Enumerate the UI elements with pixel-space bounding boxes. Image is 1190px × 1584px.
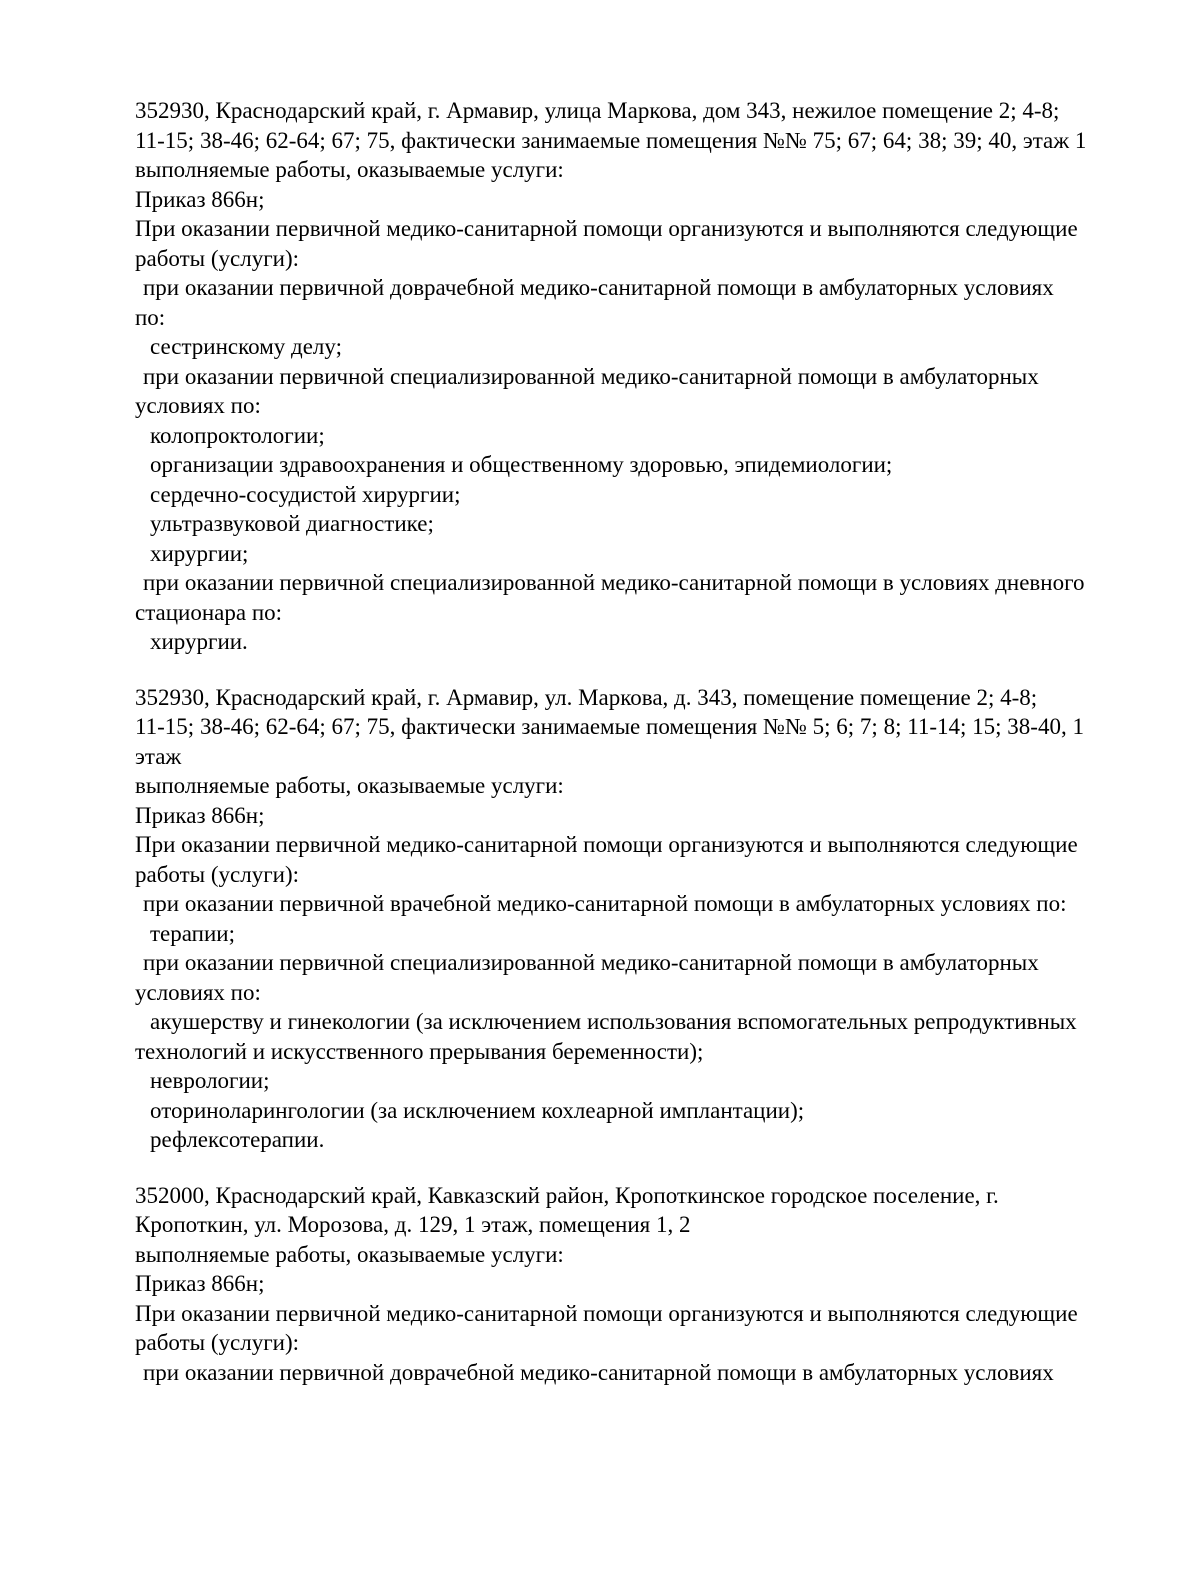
text-line: сердечно-сосудистой хирургии; [150, 481, 461, 507]
text-line: колопроктологии; [150, 422, 325, 448]
text-line: при оказании первичной специализированной медико-санитарной помощи в условиях дневного [143, 570, 1085, 595]
text-line: Приказ 866н; [135, 802, 265, 828]
text-line: работы (услуги): [135, 245, 299, 271]
text-line: организации здравоохранения и общественному здоровью, эпидемиологии; [150, 452, 893, 477]
text-line: работы (услуги): [135, 861, 299, 887]
text-line: выполняемые работы, оказываемые услуги: [135, 1241, 564, 1267]
text-line: выполняемые работы, оказываемые услуги: [135, 157, 564, 182]
text-line: При оказании первичной медико-санитарной помощи организуются и выполняются следующие [135, 832, 1078, 857]
text-line: при оказании первичной специализированной медико-санитарной помощи в амбулаторных [143, 950, 1039, 975]
text-line: хирургии. [150, 629, 248, 654]
text-line: условиях по: [135, 393, 261, 418]
text-line: оториноларингологии (за исключением кохлеарной имплантации); [150, 1097, 805, 1123]
text-line: при оказании первичной специализированной медико-санитарной помощи в амбулаторных [143, 363, 1039, 389]
license-address-block [135, 683, 1135, 1155]
text-line: ультразвуковой диагностике; [150, 511, 434, 536]
text-line: При оказании первичной медико-санитарной помощи организуются и выполняются следующие [135, 216, 1078, 241]
text-line: стационара по: [135, 599, 283, 625]
text-line: сестринскому делу; [150, 334, 342, 359]
text-line: 11-15; 38-46; 62-64; 67; 75, фактически занимаемые помещения №№ 75; 67; 64; 38; 39; 40, этаж 1 [135, 127, 1087, 153]
text-line: работы (услуги): [135, 1330, 299, 1355]
text-line: условиях по: [135, 979, 261, 1005]
text-line: 352930, Краснодарский край, г. Армавир, улица Маркова, дом 343, нежилое помещение 2; 4-8; [135, 98, 1060, 123]
text-line: акушерству и гинекологии (за исключением использования вспомогательных репродуктивных [150, 1009, 1077, 1034]
document-text-content [135, 96, 1135, 1387]
text-line: выполняемые работы, оказываемые услуги: [135, 773, 564, 798]
license-address-block [135, 96, 1135, 657]
text-line: При оказании первичной медико-санитарной помощи организуются и выполняются следующие [135, 1300, 1078, 1326]
text-line: терапии; [150, 920, 235, 946]
text-line: хирургии; [150, 540, 249, 566]
text-line: Приказ 866н; [135, 186, 265, 212]
text-line: этаж [135, 743, 182, 769]
text-line: технологий и искусственного прерывания беременности); [135, 1038, 704, 1064]
text-line: при оказании первичной доврачебной медико-санитарной помощи в амбулаторных условиях [143, 275, 1054, 300]
text-line: 352930, Краснодарский край, г. Армавир, ул. Маркова, д. 343, помещение помещение 2; 4-8; [135, 684, 1038, 710]
text-line: 352000, Краснодарский край, Кавказский район, Кропоткинское городское поселение, г. [135, 1182, 999, 1208]
license-address-block [135, 1181, 1135, 1388]
text-line: неврологии; [150, 1068, 270, 1093]
text-line: по: [135, 304, 166, 330]
text-line: 11-15; 38-46; 62-64; 67; 75, фактически занимаемые помещения №№ 5; 6; 7; 8; 11-14; 15; 38-40, 1 [135, 714, 1084, 739]
text-line: рефлексотерапии. [150, 1127, 325, 1152]
text-line: Кропоткин, ул. Морозова, д. 129, 1 этаж, помещения 1, 2 [135, 1212, 691, 1237]
text-line: Приказ 866н; [135, 1271, 265, 1296]
text-line: при оказании первичной доврачебной медико-санитарной помощи в амбулаторных условиях [143, 1359, 1054, 1385]
text-line: при оказании первичной врачебной медико-санитарной помощи в амбулаторных условиях по: [143, 891, 1067, 916]
